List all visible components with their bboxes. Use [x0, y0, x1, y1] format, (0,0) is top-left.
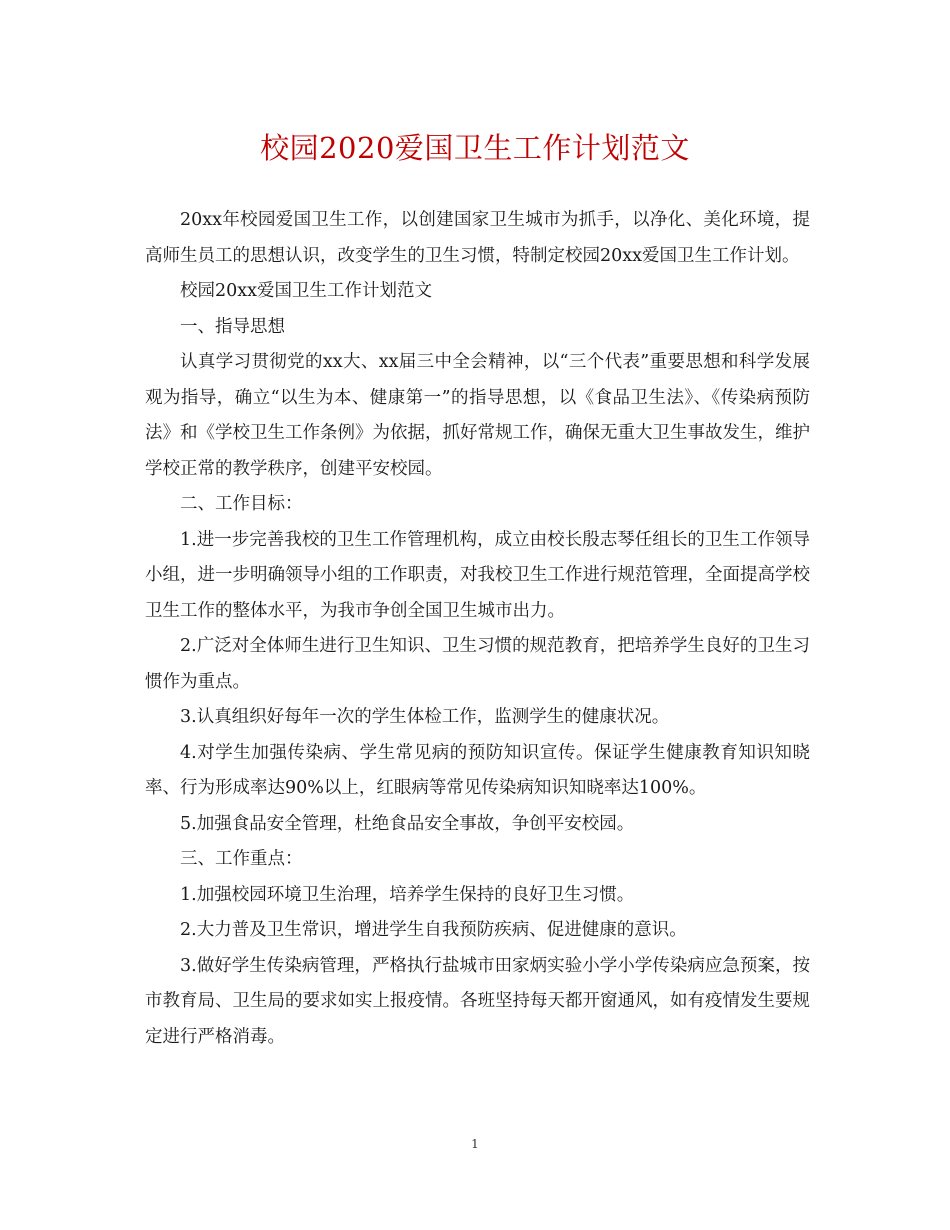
paragraph-focus-2: 2.大力普及卫生常识，增进学生自我预防疾病、促进健康的意识。	[180, 920, 687, 940]
heading-work-goals: 二、工作目标：	[180, 494, 303, 514]
heading-work-focus: 三、工作重点：	[180, 849, 303, 869]
document-body	[145, 203, 810, 1055]
paragraph-focus-3: 3.做好学生传染病管理，严格执行盐城市田家炳实验小学小学传染病应急预案，按市教育局、卫生局的要求如实上报疫情。各班坚持每天都开窗通风，如有疫情发生要规定进行严格消毒。	[145, 955, 810, 1047]
paragraph-goal-5: 5.加强食品安全管理，杜绝食品安全事故，争创平安校园。	[180, 813, 635, 834]
paragraph-focus-1: 1.加强校园环境卫生治理，培养学生保持的良好卫生习惯。	[180, 884, 635, 905]
document-title: 校园2020爱国卫生工作计划范文	[260, 131, 690, 165]
paragraph-goal-2: 2.广泛对全体师生进行卫生知识、卫生习惯的规范教育，把培养学生良好的卫生习惯作为重点。	[145, 636, 810, 692]
paragraph-intro: 20xx年校园爱国卫生工作，以创建国家卫生城市为抓手，以净化、美化环境，提高师生员工的思想认识，改变学生的卫生习惯，特制定校园20xx爱国卫生工作计划。	[145, 210, 810, 266]
paragraph-subtitle: 校园20xx爱国卫生工作计划范文	[180, 281, 433, 301]
paragraph-goal-3: 3.认真组织好每年一次的学生体检工作，监测学生的健康状况。	[180, 707, 670, 727]
paragraph-guiding-ideology: 认真学习贯彻党的xx大、xx届三中全会精神，以“三个代表”重要思想和科学发展观为指导，确立“以生为本、健康第一”的指导思想，以《食品卫生法》、《传染病预防法》和《学校卫生工作条例》为依据，抓好常规工作，确保无重大卫生事故发生，维护学校正常的教学秩序，创建平安校园。	[145, 352, 810, 479]
paragraph-goal-1: 1.进一步完善我校的卫生工作管理机构，成立由校长殷志琴任组长的卫生工作领导小组，进一步明确领导小组的工作职责，对我校卫生工作进行规范管理，全面提高学校卫生工作的整体水平，为我市争创全国卫生城市出力。	[145, 529, 810, 621]
paragraph-goal-4: 4.对学生加强传染病、学生常见病的预防知识宣传。保证学生健康教育知识知晓率、行为形成率达90%以上，红眼病等常见传染病知识知晓率达100%。	[145, 742, 810, 798]
page-number: 1	[471, 1137, 479, 1151]
heading-guiding-ideology: 一、指导思想	[180, 316, 285, 337]
